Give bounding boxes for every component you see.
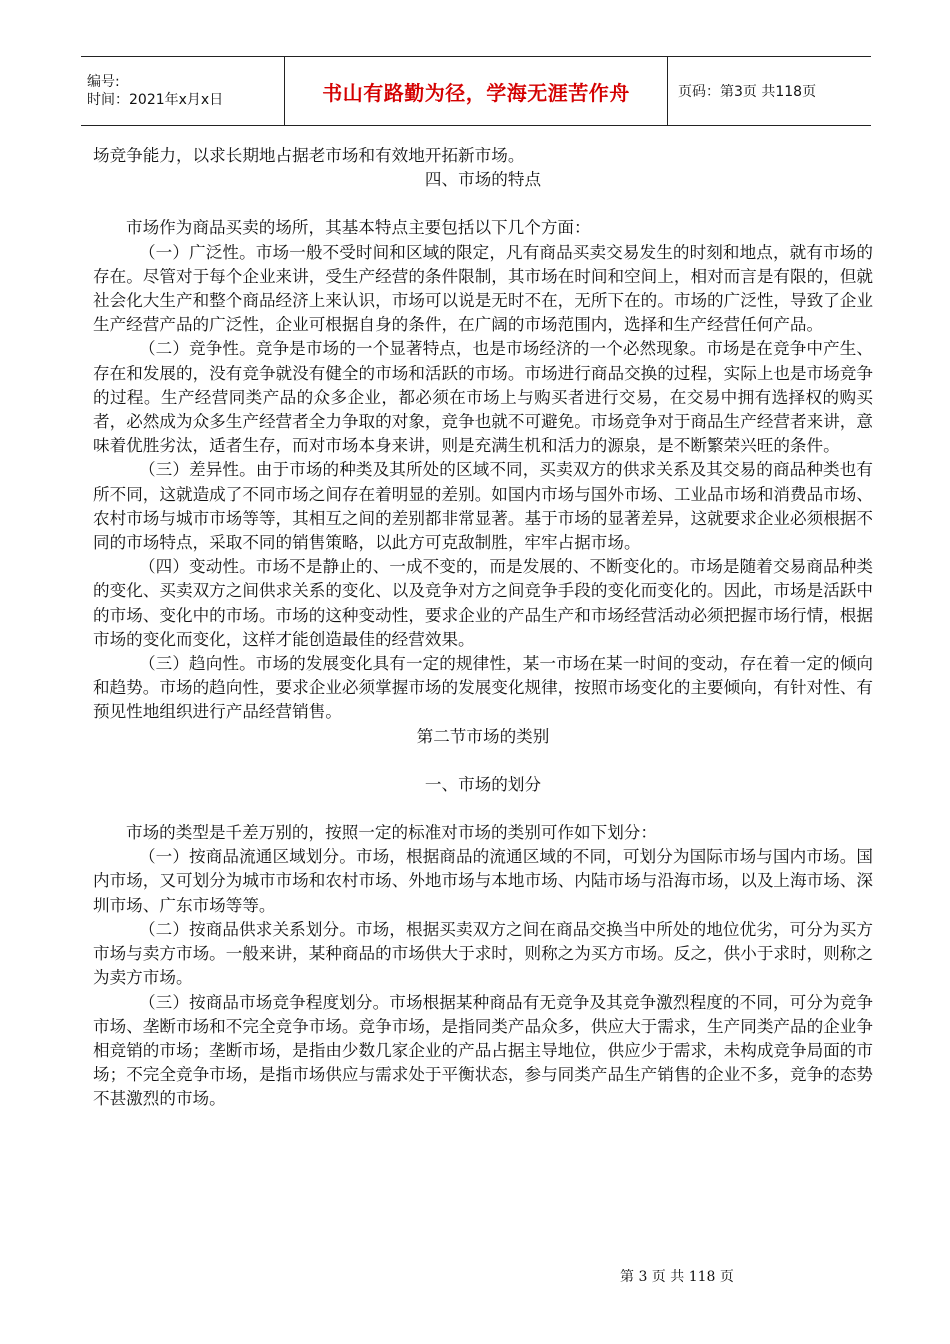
spacer	[93, 797, 873, 821]
spacer	[93, 192, 873, 216]
chapter-section-title: 第二节市场的类别	[416, 726, 550, 746]
spacer	[93, 749, 873, 773]
paragraph: （二）按商品供求关系划分。市场，根据买卖双方之间在商品交换当中所处的地位优劣，可分为买方市场与卖方市场。一般来讲，某种商品的市场供大于求时，则称之为买方市场。反之，供小于求时，则称之为卖方市场。	[93, 919, 873, 988]
paragraph: 市场的类型是千差万别的，按照一定的标准对市场的类别可作如下划分：	[126, 823, 657, 843]
paragraph: （三）差异性。由于市场的种类及其所处的区域不同，买卖双方的供求关系及其交易的商品种类也有所不同，这就造成了不同市场之间存在着明显的差别。如国内市场与国外市场、工业品市场和消费品市场、农村市场与城市市场等等，其相互之间的差别都非常显著。基于市场的显著差异，这就要求企业必须根据不同的市场特点，采取不同的销售策略，以此方可克敌制胜，牢牢占据市场。	[93, 460, 873, 553]
page-header	[81, 56, 871, 126]
paragraph: （三）趋向性。市场的发展变化具有一定的规律性，某一市场在某一时间的变动，存在着一定的倾向和趋势。市场的趋向性，要求企业必须掌握市场的发展变化规律，按照市场变化的主要倾向，有针对性、有预见性地组织进行产品经营销售。	[93, 654, 873, 722]
paragraph: （四）变动性。市场不是静止的、一成不变的，而是发展的、不断变化的。市场是随着交易商品种类的变化、买卖双方之间供求关系的变化、以及竞争对方之间竞争手段的变化而变化的。因此，市场是活跃中的市场、变化中的市场。市场的这种变动性，要求企业的产品生产和市场经营活动必须把握市场行情，根据市场的变化而变化，这样才能创造最佳的经营效果。	[93, 557, 873, 649]
paragraph: （三）按商品市场竞争程度划分。市场根据某种商品有无竞争及其竞争激烈程度的不同，可分为竞争市场、垄断市场和不完全竞争市场。竞争市场，是指同类产品众多，供应大于需求，生产同类产品的企业争相竞销的市场；垄断市场，是指由少数几家企业的产品占据主导地位，供应少于需求，未构成竞争局面的市场；不完全竞争市场，是指市场供应与需求处于平衡状态，参与同类产品生产销售的企业不多，竞争的态势不甚激烈的市场。	[93, 992, 873, 1109]
paragraph: （一）按商品流通区域划分。市场，根据商品的流通区域的不同，可划分为国际市场与国内市场。国内市场，又可划分为城市市场和农村市场、外地市场与本地市场、内陆市场与沿海市场，以及上海市场、深圳市场、广东市场等等。	[93, 847, 873, 915]
section-heading: 一、市场的划分	[424, 774, 542, 794]
document-body	[93, 144, 873, 1112]
header-meta	[81, 57, 285, 126]
paragraph: 市场作为商品买卖的场所，其基本特点主要包括以下几个方面：	[126, 218, 591, 238]
document-date: 时间：2021年x月x日	[87, 92, 224, 108]
paragraph: 场竞争能力，以求长期地占据老市场和有效地开拓新市场。	[93, 146, 525, 165]
header-page-info: 页码：第3页 共118页	[668, 57, 872, 126]
paragraph: （一）广泛性。市场一般不受时间和区域的限定，凡有商品买卖交易发生的时刻和地点，就有市场的存在。尽管对于每个企业来讲，受生产经营的条件限制，其市场在时间和空间上，相对而言是有限的，但就社会化大生产和整个商品经济上来认识，市场可以说是无时不在，无所下在的。市场的广泛性，导致了企业生产经营产品的广泛性，企业可根据自身的条件，在广阔的市场范围内，选择和生产经营任何产品。	[93, 242, 873, 335]
paragraph: （二）竞争性。竞争是市场的一个显著特点，也是市场经济的一个必然现象。市场是在竞争中产生、存在和发展的，没有竞争就没有健全的市场和活跃的市场。市场进行商品交换的过程，实际上也是市场竞争的过程。生产经营同类产品的众多企业，都必须在市场上与购买者进行交易，在交易中拥有选择权的购买者，必然成为众多生产经营者全力争取的对象，竞争也就不可避免。市场竞争对于商品生产经营者来讲，意味着优胜劣汰，适者生存，而对市场本身来讲，则是充满生机和活力的源泉，是不断繁荣兴旺的条件。	[93, 339, 873, 456]
page-footer: 第 3 页 共 118 页	[620, 1269, 734, 1285]
section-heading: 四、市场的特点	[424, 170, 542, 190]
header-motto: 书山有路勤为径，学海无涯苦作舟	[285, 57, 668, 126]
document-number-label: 编号:	[87, 74, 120, 90]
